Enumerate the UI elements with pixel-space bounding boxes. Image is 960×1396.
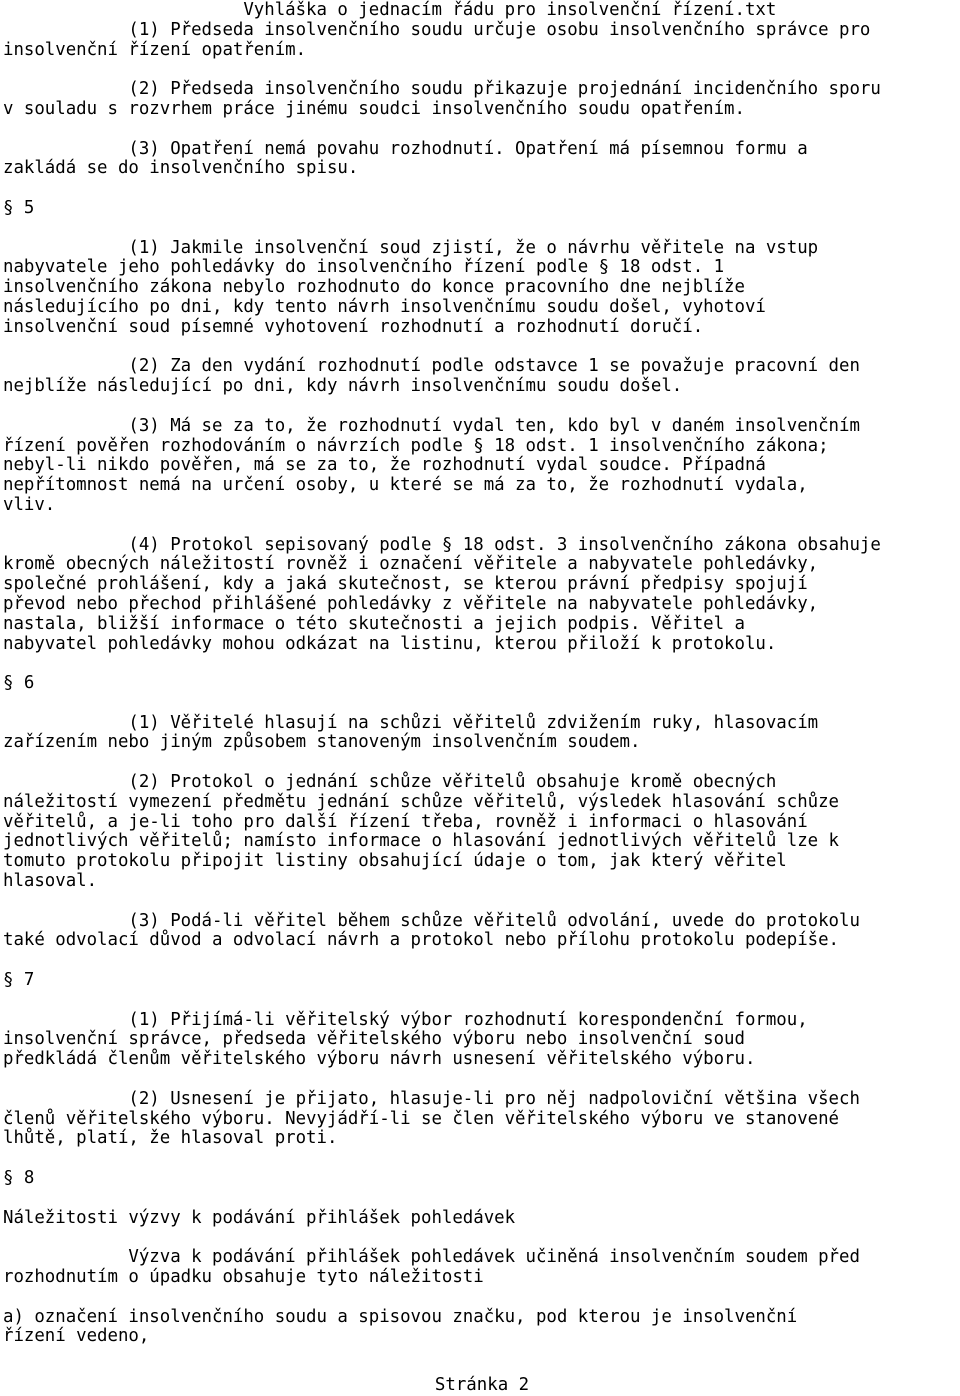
text-line: řízení vedeno, (3, 1326, 150, 1347)
text-line: následujícího po dni, kdy tento návrh insolvenčnímu soudu došel, vyhotoví (3, 296, 766, 317)
blank-line (3, 516, 959, 536)
text-line: (3) Má se za to, že rozhodnutí vydal ten, kdo byl v daném insolvenčním (3, 415, 860, 436)
document-title: Vyhláška o jednacím řádu pro insolvenční řízení.txt (3, 0, 777, 20)
text-line: (2) Předseda insolvenčního soudu přikazuje projednání incidenčního sporu (3, 79, 881, 100)
text-line: věřitelů, a je-li toho pro další řízení třeba, rovněž i informaci o hlasování (3, 811, 808, 832)
text-line: vliv. (3, 494, 56, 515)
blank-line (3, 1288, 959, 1308)
text-line: hlasoval. (3, 871, 98, 892)
text-line: předkládá členům věřitelského výboru návrh usnesení věřitelského výboru. (3, 1049, 756, 1070)
blank-line (3, 753, 959, 773)
text-line: nepřítomnost nemá na určení osoby, u které se má za to, že rozhodnutí vydala, (3, 475, 808, 496)
section-heading: § 6 (3, 673, 35, 694)
blank-line (3, 654, 959, 674)
page-number: Stránka 2 (434, 1375, 530, 1395)
text-line: společné prohlášení, kdy a jaká skutečnost, se kterou právní předpisy spojují (3, 574, 808, 595)
blank-line (3, 1189, 959, 1209)
blank-line (3, 179, 959, 199)
text-line: nebyl-li nikdo pověřen, má se za to, že rozhodnutí vydal soudce. Případná (3, 455, 766, 476)
text-line: nabyvatel pohledávky mohou odkázat na listinu, kterou přiloží k protokolu. (3, 633, 777, 654)
document-page (3, 1, 959, 1347)
text-line: tomuto protokolu připojit listiny obsahující údaje o tom, jak který věřitel (3, 851, 787, 872)
text-line: insolvenčního zákona nebylo rozhodnuto do konce pracovního dne nejblíže (3, 277, 745, 298)
text-line: nabyvatele jeho pohledávky do insolvenčního řízení podle § 18 odst. 1 (3, 257, 725, 278)
text-line: insolvenční soud písemné vyhotovení rozhodnutí a rozhodnutí doručí. (3, 316, 704, 337)
text-line: (1) Přijímá-li věřitelský výbor rozhodnutí korespondenční formou, (3, 1009, 808, 1030)
text-line: také odvolací důvod a odvolací návrh a protokol nebo přílohu protokolu podepíše. (3, 930, 840, 951)
text-line: rozhodnutím o úpadku obsahuje tyto náležitosti (3, 1267, 484, 1287)
text-line: a) označení insolvenčního soudu a spisovou značku, pod kterou je insolvenční (3, 1306, 798, 1327)
blank-line (3, 892, 959, 912)
text-line: zakládá se do insolvenčního spisu. (3, 158, 359, 179)
text-line: jednotlivých věřitelů; namísto informace o hlasování jednotlivých věřitelů lze k (3, 831, 840, 852)
blank-line (3, 1228, 959, 1248)
text-line: náležitostí vymezení předmětu jednání schůze věřitelů, výsledek hlasování schůze (3, 791, 840, 812)
text-line: Výzva k podávání přihlášek pohledávek učiněná insolvenčním soudem před (3, 1247, 860, 1268)
text-line: v souladu s rozvrhem práce jinému soudci insolvenčního soudu opatřením. (3, 98, 745, 119)
text-line: řízení pověřen rozhodováním o návrzích podle § 18 odst. 1 insolvenčního zákona; (3, 435, 829, 456)
blank-line (3, 397, 959, 417)
blank-line (3, 120, 959, 140)
text-line: (4) Protokol sepisovaný podle § 18 odst. 3 insolvenčního zákona obsahuje (3, 534, 881, 555)
text-line: Náležitosti výzvy k podávání přihlášek pohledávek (3, 1207, 516, 1228)
text-line: lhůtě, platí, že hlasoval proti. (3, 1128, 338, 1149)
text-line: (2) Protokol o jednání schůze věřitelů obsahuje kromě obecných (3, 772, 777, 793)
text-line: kromě obecných náležitostí rovněž i označení věřitele a nabyvatele pohledávky, (3, 554, 819, 575)
section-heading: § 5 (3, 197, 35, 218)
text-line: nejblíže následující po dni, kdy návrh insolvenčnímu soudu došel. (3, 376, 683, 397)
text-line: (1) Věřitelé hlasují na schůzi věřitelů zdvižením ruky, hlasovacím (3, 712, 819, 733)
blank-line (3, 219, 959, 239)
text-line: zařízením nebo jiným způsobem stanoveným insolvenčním soudem. (3, 732, 641, 753)
blank-line (3, 951, 959, 971)
blank-line (3, 991, 959, 1011)
blank-line (3, 1070, 959, 1090)
section-heading: § 7 (3, 970, 35, 991)
blank-line (3, 694, 959, 714)
text-line: (1) Předseda insolvenčního soudu určuje osobu insolvenčního správce pro (3, 19, 871, 40)
section-heading: § 8 (3, 1168, 35, 1189)
text-line: insolvenční řízení opatřením. (3, 39, 307, 60)
blank-line (3, 60, 959, 80)
text-line: členů věřitelského výboru. Nevyjádří-li se člen věřitelského výboru ve stanovené (3, 1108, 840, 1129)
text-line: (3) Podá-li věřitel během schůze věřitelů odvolání, uvede do protokolu (3, 910, 860, 931)
blank-line (3, 1149, 959, 1169)
blank-line (3, 338, 959, 358)
document-body (3, 21, 959, 1347)
text-line: nastala, bližší informace o této skutečnosti a jejich podpis. Věřitel a (3, 613, 745, 634)
text-line: (2) Za den vydání rozhodnutí podle odstavce 1 se považuje pracovní den (3, 356, 860, 377)
text-line: insolvenční správce, předseda věřitelského výboru nebo insolvenční soud (3, 1029, 745, 1050)
text-line: (2) Usnesení je přijato, hlasuje-li pro něj nadpoloviční většina všech (3, 1088, 860, 1109)
text-line: převod nebo přechod přihlášené pohledávky z věřitele na nabyvatele pohledávky, (3, 593, 819, 614)
text-line: (3) Opatření nemá povahu rozhodnutí. Opatření má písemnou formu a (3, 138, 808, 159)
text-line: (1) Jakmile insolvenční soud zjistí, že o návrhu věřitele na vstup (3, 237, 819, 258)
